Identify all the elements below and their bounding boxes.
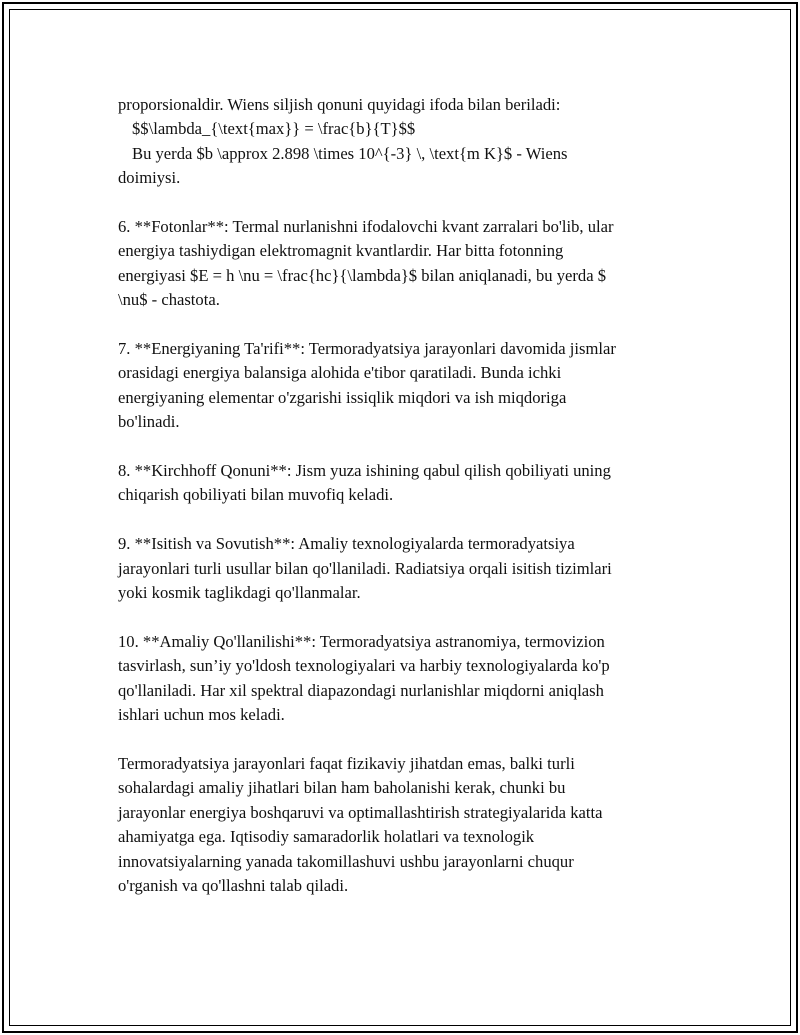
text-line: yoki kosmik taglikdagi qo'llanmalar.: [118, 583, 361, 603]
text-line: ishlari uchun mos keladi.: [118, 705, 285, 725]
list-item-10: [118, 630, 680, 728]
text-line: jarayonlar energiya boshqaruvi va optimallashtirish strategiyalarida katta: [118, 802, 603, 822]
text-line: innovatsiyalarning yanada takomillashuvi ushbu jarayonlarni chuqur: [118, 851, 574, 871]
intro-paragraph: [118, 93, 680, 191]
list-item-7: [118, 337, 680, 435]
list-item-8: [118, 459, 680, 508]
text-line: energiyaning elementar o'zgarishi issiqlik miqdori va ish miqdoriga: [118, 387, 567, 407]
text-line: o'rganish va qo'llashni talab qiladi.: [118, 875, 349, 895]
text-line: 6. **Fotonlar**: Termal nurlanishni ifodalovchi kvant zarralari bo'lib, ular: [118, 217, 614, 237]
text-line: 8. **Kirchhoff Qonuni**: Jism yuza ishining qabul qilish qobiliyati uning: [118, 461, 611, 481]
text-line: \nu$ - chastota.: [118, 290, 220, 310]
text-line: chiqarish qobiliyati bilan muvofiq keladi.: [118, 485, 394, 505]
text-line: 7. **Energiyaning Ta'rifi**: Termoradyatsiya jarayonlari davomida jismlar: [118, 339, 616, 359]
conclusion-paragraph: [118, 752, 680, 898]
text-line: sohalardagi amaliy jihatlari bilan ham baholanishi kerak, chunki bu: [118, 778, 566, 798]
text-line: energiya tashiydigan elektromagnit kvantlardir. Har bitta fotonning: [118, 241, 564, 261]
text-line: qo'llaniladi. Har xil spektral diapazondagi nurlanishlar miqdorni aniqlash: [118, 680, 604, 700]
text-line: doimiysi.: [118, 168, 181, 188]
text-line: orasidagi energiya balansiga alohida e'tibor qaratiladi. Bunda ichki: [118, 363, 562, 383]
list-item-6: [118, 215, 680, 313]
text-line: ahamiyatga ega. Iqtisodiy samaradorlik holatlari va texnologik: [118, 827, 535, 847]
list-item-9: [118, 532, 680, 605]
text-line: jarayonlari turli usullar bilan qo'llaniladi. Radiatsiya orqali isitish tizimlari: [118, 558, 612, 578]
document-body: [118, 93, 680, 923]
text-line: tasvirlash, sun’iy yo'ldosh texnologiyalari va harbiy texnologiyalarda ko'p: [118, 656, 610, 676]
text-line: 10. **Amaliy Qo'llanilishi**: Termoradyatsiya astranomiya, termovizion: [118, 631, 605, 651]
text-line: 9. **Isitish va Sovutish**: Amaliy texnologiyalarda termoradyatsiya: [118, 534, 575, 554]
formula-line: $$\lambda_{\text{max}} = \frac{b}{T}$$: [132, 119, 416, 139]
text-line: Bu yerda $b \approx 2.898 \times 10^{-3} \, \text{m K}$ - Wiens: [132, 143, 568, 163]
text-line: Termoradyatsiya jarayonlari faqat fizikaviy jihatdan emas, balki turli: [118, 753, 575, 773]
text-line: proporsionaldir. Wiens siljish qonuni quyidagi ifoda bilan beriladi:: [118, 95, 561, 114]
text-line: bo'linadi.: [118, 412, 180, 432]
text-line: energiyasi $E = h \nu = \frac{hc}{\lambda}$ bilan aniqlanadi, bu yerda $: [118, 265, 607, 285]
